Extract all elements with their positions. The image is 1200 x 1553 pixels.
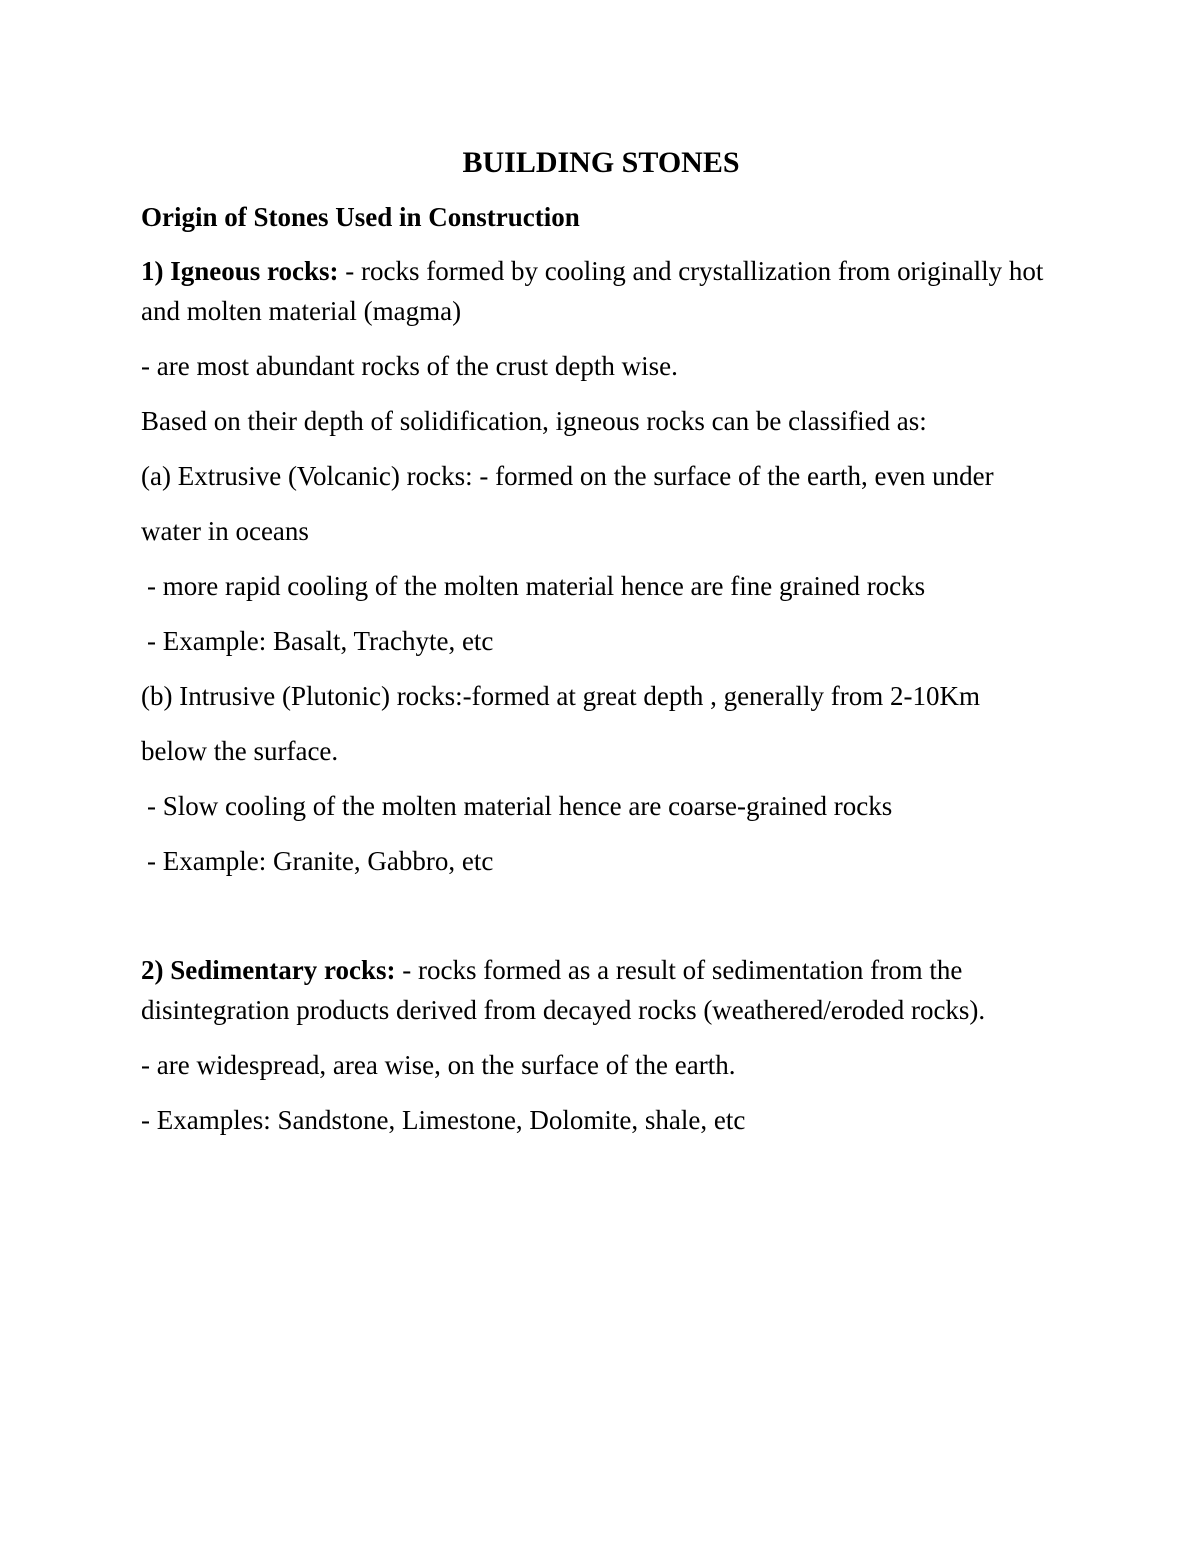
document-page (141, 143, 1071, 1155)
extrusive-definition-cont: water in oceans (141, 516, 309, 546)
sedimentary-examples: - Examples: Sandstone, Limestone, Dolomite, shale, etc (141, 1105, 746, 1135)
igneous-paragraph (141, 251, 1071, 331)
intrusive-example: - Example: Granite, Gabbro, etc (147, 846, 494, 876)
sedimentary-label: 2) Sedimentary rocks: (141, 955, 396, 985)
sedimentary-spread: - are widespread, area wise, on the surface of the earth. (141, 1050, 736, 1080)
igneous-intro: - rocks formed by cooling and crystallization from originally hot and molten material (magma) (141, 256, 1044, 326)
intrusive-definition-cont: below the surface. (141, 736, 339, 766)
intrusive-definition: (b) Intrusive (Plutonic) rocks:-formed at great depth , generally from 2-10Km (141, 681, 980, 711)
document-title: BUILDING STONES (462, 146, 740, 179)
igneous-classification: Based on their depth of solidification, igneous rocks can be classified as: (141, 406, 927, 436)
extrusive-cooling: - more rapid cooling of the molten material hence are fine grained rocks (147, 571, 926, 601)
igneous-abundance: - are most abundant rocks of the crust depth wise. (141, 351, 678, 381)
igneous-label: 1) Igneous rocks: (141, 256, 339, 286)
extrusive-example: - Example: Basalt, Trachyte, etc (147, 626, 494, 656)
sedimentary-paragraph (141, 950, 1071, 1030)
extrusive-definition: (a) Extrusive (Volcanic) rocks: - formed on the surface of the earth, even under (141, 461, 994, 491)
section-spacer (141, 896, 1071, 950)
section-heading: Origin of Stones Used in Construction (141, 202, 580, 232)
intrusive-cooling: - Slow cooling of the molten material hence are coarse-grained rocks (147, 791, 893, 821)
sedimentary-intro: - rocks formed as a result of sedimentation from the disintegration products derived from decayed rocks (weathered/eroded rocks). (141, 955, 986, 1025)
